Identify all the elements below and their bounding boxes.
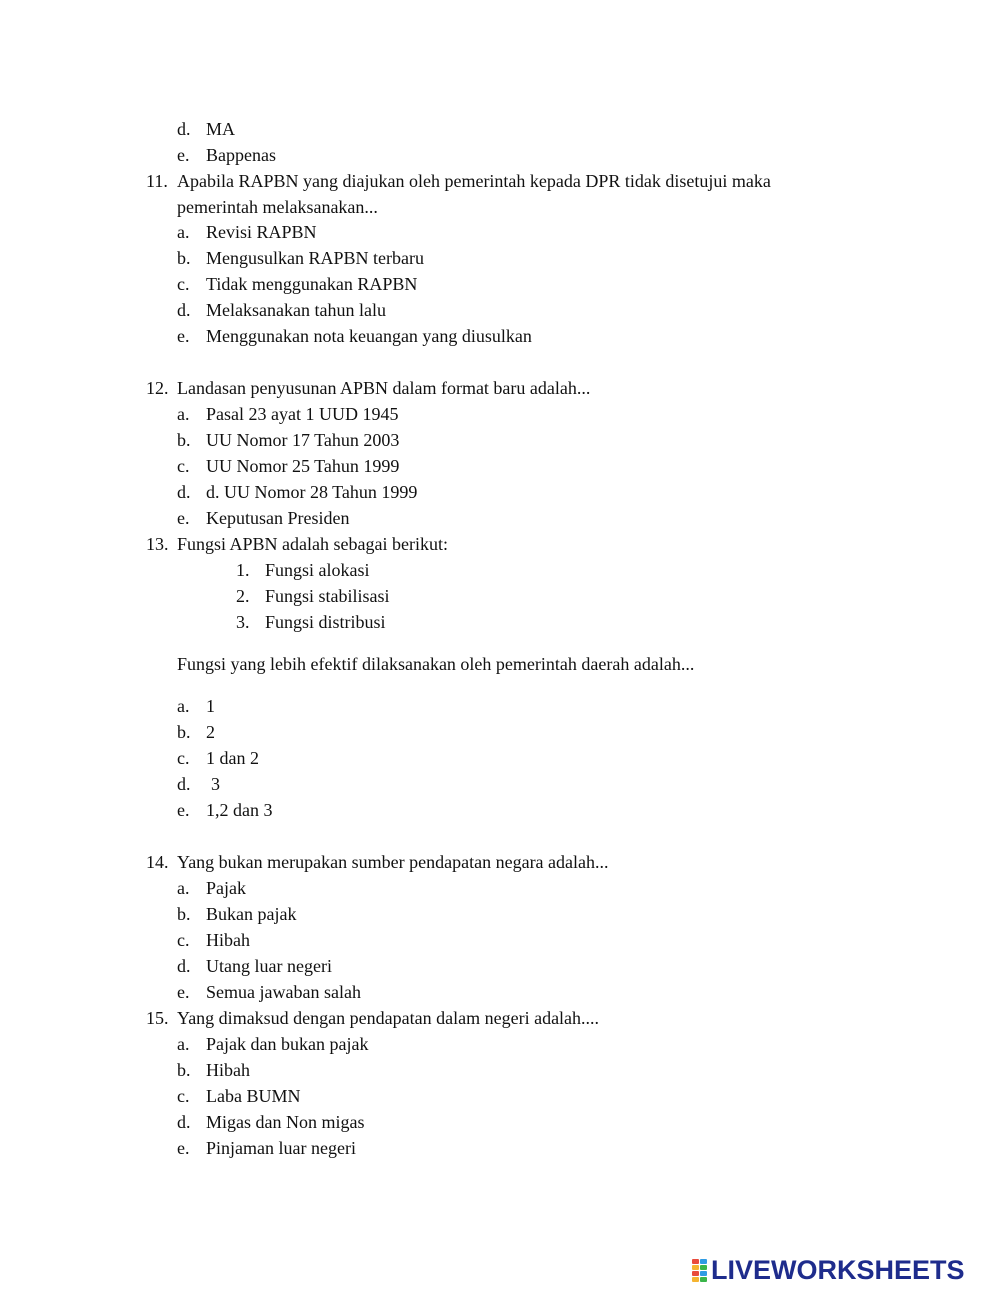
option-label: a.: [177, 222, 190, 242]
option-text: Laba BUMN: [206, 1086, 301, 1106]
option-label: e.: [177, 1138, 190, 1158]
logo-text: LIVEWORKSHEETS: [711, 1254, 965, 1285]
option-text: Semua jawaban salah: [206, 982, 361, 1002]
sub-item-text: Fungsi stabilisasi: [265, 586, 390, 606]
option-label: e.: [177, 326, 190, 346]
option-text: Pinjaman luar negeri: [206, 1138, 356, 1158]
question-text-line: Landasan penyusunan APBN dalam format baru adalah...: [177, 378, 591, 398]
option-label: b.: [177, 430, 191, 450]
question-text-line: Yang bukan merupakan sumber pendapatan negara adalah...: [177, 852, 609, 872]
option-label: d.: [177, 1112, 191, 1132]
option-label: a.: [177, 878, 190, 898]
option-label: c.: [177, 748, 190, 768]
question-number: 14.: [146, 852, 169, 872]
option-text: Revisi RAPBN: [206, 222, 317, 242]
option-text: 2: [206, 722, 215, 742]
option-label: c.: [177, 456, 190, 476]
option-text: Mengusulkan RAPBN terbaru: [206, 248, 424, 268]
sub-item-label: 3.: [236, 612, 250, 632]
option-text: 1,2 dan 3: [206, 800, 273, 820]
sub-item-text: Fungsi alokasi: [265, 560, 370, 580]
question-number: 12.: [146, 378, 169, 398]
option-label: d.: [177, 956, 191, 976]
option-text: Pasal 23 ayat 1 UUD 1945: [206, 404, 399, 424]
question-text-line: Yang dimaksud dengan pendapatan dalam negeri adalah....: [177, 1008, 600, 1028]
logo-mark-cell: [700, 1265, 707, 1270]
option-label: d.: [177, 774, 191, 794]
option-text: Melaksanakan tahun lalu: [206, 300, 386, 320]
logo-mark-cell: [692, 1271, 699, 1276]
logo-mark-cell: [700, 1271, 707, 1276]
question-text-line: Fungsi yang lebih efektif dilaksanakan oleh pemerintah daerah adalah...: [177, 654, 695, 674]
option-text: Hibah: [206, 930, 250, 950]
option-label: b.: [177, 722, 191, 742]
option-label: e.: [177, 800, 190, 820]
logo-mark-cell: [692, 1277, 699, 1282]
option-label: d.: [177, 300, 191, 320]
option-label: e.: [177, 145, 190, 165]
option-label: e.: [177, 508, 190, 528]
option-text: UU Nomor 17 Tahun 2003: [206, 430, 400, 450]
option-label: a.: [177, 404, 190, 424]
option-text: 1 dan 2: [206, 748, 259, 768]
sub-item-label: 1.: [236, 560, 250, 580]
option-label: d.: [177, 119, 191, 139]
logo-mark-cell: [700, 1259, 707, 1264]
question-text-line: Fungsi APBN adalah sebagai berikut:: [177, 534, 448, 554]
sub-item-text: Fungsi distribusi: [265, 612, 386, 632]
liveworksheets-logo[interactable]: [692, 1254, 965, 1286]
question-text-line: Apabila RAPBN yang diajukan oleh pemerintah kepada DPR tidak disetujui maka: [177, 171, 771, 191]
option-text: Bukan pajak: [206, 904, 297, 924]
logo-mark-icon: [692, 1259, 707, 1282]
logo-mark-cell: [692, 1259, 699, 1264]
logo-mark-cell: [700, 1277, 707, 1282]
option-text: Pajak: [206, 878, 246, 898]
option-text: MA: [206, 119, 236, 139]
question-number: 15.: [146, 1008, 169, 1028]
option-label: c.: [177, 1086, 190, 1106]
option-label: c.: [177, 274, 190, 294]
question-number: 11.: [146, 171, 168, 191]
option-text: d. UU Nomor 28 Tahun 1999: [206, 482, 418, 502]
option-label: b.: [177, 904, 191, 924]
option-text: Tidak menggunakan RAPBN: [206, 274, 418, 294]
option-text: Pajak dan bukan pajak: [206, 1034, 369, 1054]
option-label: e.: [177, 982, 190, 1002]
option-text: Menggunakan nota keuangan yang diusulkan: [206, 326, 532, 346]
option-label: b.: [177, 248, 191, 268]
option-label: a.: [177, 1034, 190, 1054]
option-text: Bappenas: [206, 145, 276, 165]
option-text: 1: [206, 696, 215, 716]
option-text: Keputusan Presiden: [206, 508, 350, 528]
sub-item-label: 2.: [236, 586, 250, 606]
option-label: d.: [177, 482, 191, 502]
option-text: UU Nomor 25 Tahun 1999: [206, 456, 400, 476]
option-text: Hibah: [206, 1060, 250, 1080]
question-number: 13.: [146, 534, 169, 554]
question-text-line: pemerintah melaksanakan...: [177, 197, 378, 217]
option-label: b.: [177, 1060, 191, 1080]
option-text: Utang luar negeri: [206, 956, 332, 976]
option-text: Migas dan Non migas: [206, 1112, 365, 1132]
option-label: a.: [177, 696, 190, 716]
logo-mark-cell: [692, 1265, 699, 1270]
option-text: 3: [211, 774, 220, 794]
option-label: c.: [177, 930, 190, 950]
